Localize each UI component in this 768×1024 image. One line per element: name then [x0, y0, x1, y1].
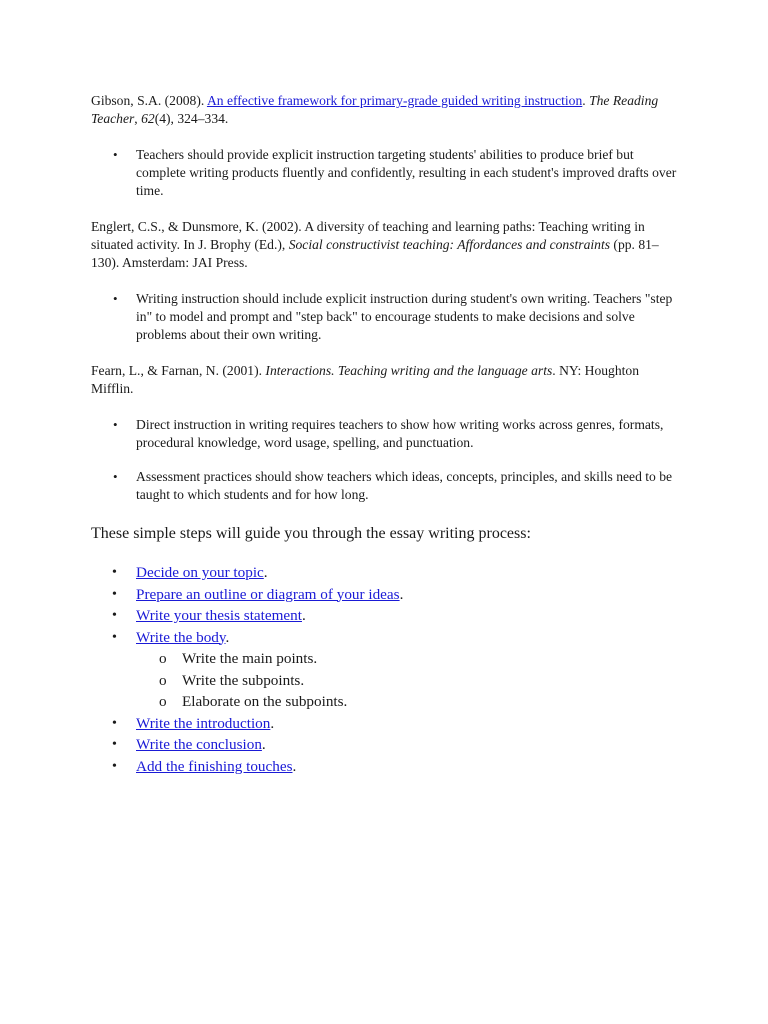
step-period: .	[263, 564, 268, 581]
step-link-body[interactable]: Write the body	[136, 628, 226, 646]
step-link-topic[interactable]: Decide on your topic	[136, 564, 264, 581]
substep-text: Elaborate on the subpoints.	[182, 693, 348, 710]
note-text: Direct instruction in writing requires teachers to show how writing works across genres, formats, procedural knowledge, word usage, spelling, and punctuation.	[136, 417, 664, 450]
bullet-icon: •	[112, 565, 117, 580]
step-item	[91, 713, 681, 735]
list-item	[91, 146, 681, 200]
substep-item	[91, 670, 681, 692]
reference-authors: Gibson, S.A. (2008).	[91, 93, 207, 108]
reference-englert	[91, 218, 681, 272]
step-item	[91, 734, 681, 756]
step-period: .	[270, 714, 275, 732]
reference-notes	[91, 468, 681, 504]
step-link-finishing[interactable]: Add the finishing touches	[136, 757, 293, 775]
step-item	[91, 584, 681, 606]
book-title: Social constructivist teaching: Affordances and constraints	[288, 237, 611, 252]
sub-bullet-icon: o	[159, 693, 167, 710]
body-substeps	[91, 648, 681, 713]
step-period: .	[292, 757, 297, 775]
step-period: .	[261, 736, 266, 753]
substep-text: Write the main points.	[182, 650, 318, 667]
intro-text: These simple steps will guide you through the essay writing process:	[91, 525, 531, 542]
bullet-icon: •	[112, 715, 117, 731]
step-item	[91, 627, 681, 649]
journal-volume: 62	[141, 111, 155, 126]
reference-punctuation: .	[582, 93, 590, 108]
substep-text: Write the subpoints.	[182, 671, 305, 689]
step-item	[91, 605, 681, 627]
bullet-icon: •	[112, 586, 117, 602]
note-text: Writing instruction should include explicit instruction during student's own writing. Teachers "step in" to model and prompt and "step back" to encourage students to make decisions and solve problems about their own writing.	[136, 291, 673, 342]
reference-fearn	[91, 362, 681, 398]
book-title: Interactions. Teaching writing and the language arts	[265, 363, 553, 378]
list-item	[91, 468, 681, 504]
reference-punctuation: ,	[134, 111, 142, 126]
list-item	[91, 290, 681, 344]
step-link-thesis[interactable]: Write your thesis statement	[136, 607, 302, 624]
list-item	[91, 416, 681, 452]
bullet-icon: •	[112, 737, 117, 752]
reference-notes	[91, 146, 681, 200]
steps-list-continued	[91, 713, 681, 778]
reference-gibson	[91, 92, 681, 128]
step-period: .	[225, 628, 230, 646]
bullet-icon: •	[113, 291, 118, 306]
bullet-icon: •	[113, 417, 118, 432]
note-text: Teachers should provide explicit instruction targeting students' abilities to produce brief but complete writing products fluently and confidently, resulting in each student's improved drafts over time.	[136, 147, 677, 198]
bullet-icon: •	[113, 147, 118, 162]
note-text: Assessment practices should show teachers which ideas, concepts, principles, and skills need to be taught to which students and for how long.	[136, 469, 673, 502]
steps-list	[91, 562, 681, 648]
journal-name: The Reading Teacher	[91, 93, 659, 126]
step-item	[91, 562, 681, 584]
substep-item	[91, 691, 681, 713]
reference-authors: Englert, C.S., & Dunsmore, K. (2002). A diversity of teaching and learning paths: Teaching writing in situated activity. In J. Brophy (Ed.),	[91, 219, 645, 252]
step-period: .	[302, 607, 306, 624]
sub-bullet-icon: o	[159, 671, 167, 689]
step-link-introduction[interactable]: Write the introduction	[136, 714, 271, 732]
reference-publisher: . NY: Houghton Mifflin.	[91, 363, 640, 396]
reference-notes	[91, 290, 681, 344]
step-period: .	[399, 585, 404, 603]
document-page	[91, 92, 681, 777]
reference-authors: Fearn, L., & Farnan, N. (2001).	[91, 363, 266, 378]
reference-pages: (4), 324–334.	[154, 111, 229, 126]
bullet-icon: •	[113, 469, 118, 484]
reference-notes	[91, 416, 681, 452]
step-item	[91, 756, 681, 778]
bullet-icon: •	[112, 629, 117, 645]
reference-title-link[interactable]: An effective framework for primary-grade guided writing instruction	[206, 93, 583, 108]
substep-item	[91, 648, 681, 670]
reference-pages: (pp. 81–130). Amsterdam: JAI Press.	[91, 237, 659, 270]
bullet-icon: •	[112, 608, 117, 623]
sub-bullet-icon: o	[159, 650, 167, 667]
bullet-icon: •	[112, 758, 117, 774]
step-link-outline[interactable]: Prepare an outline or diagram of your ideas	[136, 585, 400, 603]
step-link-conclusion[interactable]: Write the conclusion	[136, 736, 262, 753]
